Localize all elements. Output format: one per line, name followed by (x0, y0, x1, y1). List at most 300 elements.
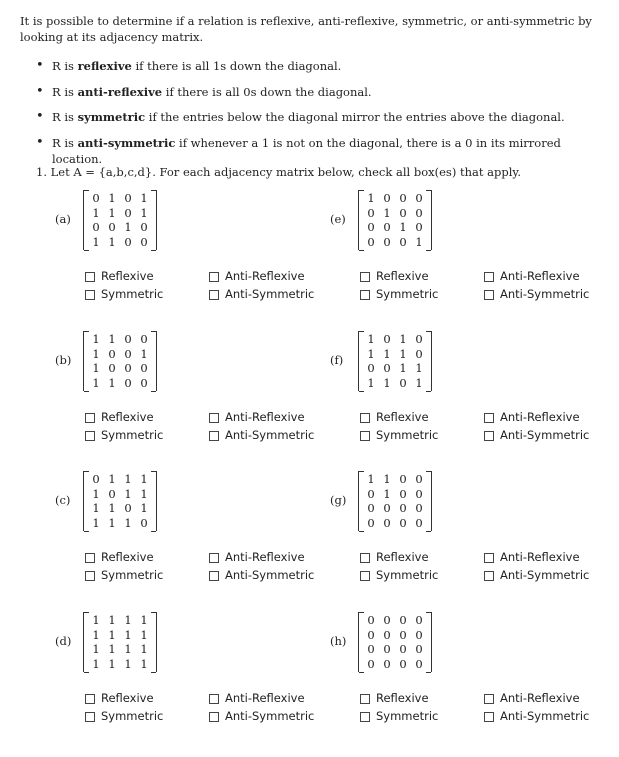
matrix-cell: 0 (415, 656, 423, 671)
matrix-cell: 1 (108, 472, 116, 486)
matrix-cell: 0 (367, 234, 375, 249)
checkbox[interactable] (360, 571, 370, 581)
matrix-cell: 0 (399, 656, 407, 671)
matrix-bracket (359, 531, 364, 532)
matrix-cell: 1 (383, 375, 391, 390)
matrix-cell: 0 (367, 501, 375, 515)
matrix-cell: 1 (140, 627, 148, 642)
matrix-cell: 1 (415, 234, 423, 249)
adjacency-matrix (83, 612, 157, 672)
matrix-cell: 1 (383, 486, 391, 501)
matrix-cell: 0 (415, 515, 423, 530)
checkbox-label: Anti-Symmetric (225, 709, 315, 723)
checkbox-label: Anti-Reflexive (500, 410, 580, 424)
matrix-cell: 0 (140, 375, 148, 390)
matrix-cell: 0 (124, 361, 132, 375)
matrix-cell: 1 (124, 515, 132, 530)
matrix-cell: 1 (140, 642, 148, 656)
checkbox-label: Anti-Reflexive (500, 691, 580, 705)
problem-label: (g) (330, 493, 347, 507)
matrix-bracket (426, 250, 431, 251)
checkbox-label: Reflexive (101, 691, 154, 705)
problem-label: (c) (55, 493, 71, 507)
matrix-cell: 1 (108, 332, 116, 346)
checkbox-label: Reflexive (101, 410, 154, 424)
problem-label: (a) (55, 212, 71, 226)
matrix-cell: 0 (415, 501, 423, 515)
anti-symmetric-checkbox-option[interactable] (209, 427, 314, 444)
matrix-bracket (84, 391, 89, 392)
adjacency-matrix (83, 471, 157, 531)
symmetric-checkbox-option[interactable] (85, 286, 163, 303)
anti-reflexive-checkbox-option[interactable] (484, 690, 580, 707)
checkbox[interactable] (209, 553, 219, 563)
matrix-cell: 0 (367, 515, 375, 530)
adjacency-matrix (83, 190, 157, 250)
matrix-cell: 1 (399, 332, 407, 346)
matrix-row (364, 642, 426, 657)
matrix-cell: 0 (124, 332, 132, 346)
matrix-cell: 0 (399, 486, 407, 501)
matrix-cell: 1 (140, 486, 148, 501)
checkbox[interactable] (484, 712, 494, 722)
matrix-cell: 1 (367, 472, 375, 486)
matrix-cell: 1 (92, 642, 100, 656)
checkbox-label: Symmetric (376, 287, 439, 301)
matrix-cell: 1 (367, 332, 375, 346)
checkbox-label: Anti-Symmetric (225, 568, 315, 582)
reflexive-checkbox-option[interactable] (360, 549, 429, 566)
checkbox-label: Reflexive (376, 550, 429, 564)
reflexive-checkbox-option[interactable] (85, 268, 154, 285)
matrix-row (89, 487, 151, 502)
matrix-cell: 1 (140, 501, 148, 515)
matrix-bracket (359, 250, 364, 251)
matrix-cell: 1 (108, 191, 116, 205)
matrix-row (364, 657, 426, 672)
matrix-cell: 0 (383, 515, 391, 530)
adjacency-matrix (358, 331, 432, 391)
matrix-cell: 0 (415, 486, 423, 501)
matrix-cell: 0 (140, 234, 148, 249)
matrix-cell: 0 (367, 613, 375, 627)
checkbox-label: Reflexive (376, 410, 429, 424)
matrix-bracket (151, 391, 156, 392)
matrix-cell: 1 (92, 501, 100, 515)
matrix-cell: 1 (383, 346, 391, 361)
matrix-cell: 1 (108, 627, 116, 642)
adjacency-matrix (358, 612, 432, 672)
matrix-row (89, 628, 151, 643)
matrix-cell: 1 (140, 472, 148, 486)
matrix-cell: 1 (92, 486, 100, 501)
checkbox-label: Anti-Reflexive (225, 269, 305, 283)
reflexive-checkbox-option[interactable] (85, 690, 154, 707)
matrix-cell: 1 (92, 332, 100, 346)
matrix-cell: 0 (383, 361, 391, 375)
problem-label: (h) (330, 634, 347, 648)
checkbox[interactable] (209, 290, 219, 300)
matrix-cell: 0 (415, 332, 423, 346)
checkbox[interactable] (209, 571, 219, 581)
checkbox[interactable] (484, 413, 494, 423)
matrix-cell: 1 (108, 234, 116, 249)
problem-label: (f) (330, 353, 344, 367)
checkbox-label: Anti-Reflexive (225, 691, 305, 705)
checkbox-label: Reflexive (376, 691, 429, 705)
matrix-cell: 1 (399, 220, 407, 234)
checkbox[interactable] (209, 694, 219, 704)
checkbox[interactable] (484, 431, 494, 441)
matrix-cell: 1 (108, 375, 116, 390)
matrix-row (89, 472, 151, 487)
matrix-row (364, 487, 426, 502)
checkbox[interactable] (360, 290, 370, 300)
reflexive-checkbox-option[interactable] (85, 409, 154, 426)
matrix-cell: 0 (383, 627, 391, 642)
matrix-row (364, 376, 426, 391)
symmetric-checkbox-option[interactable] (360, 567, 438, 584)
matrix-row (364, 472, 426, 487)
matrix-cell: 0 (415, 191, 423, 205)
matrix-cell: 1 (92, 205, 100, 220)
checkbox[interactable] (85, 431, 95, 441)
matrix-cell: 0 (140, 515, 148, 530)
matrix-cell: 0 (383, 332, 391, 346)
matrix-cell: 0 (399, 472, 407, 486)
anti-symmetric-checkbox-option[interactable] (209, 708, 314, 725)
anti-symmetric-checkbox-option[interactable] (484, 286, 589, 303)
checkbox-label: Symmetric (101, 568, 164, 582)
matrix-cell: 1 (415, 375, 423, 390)
checkbox[interactable] (85, 571, 95, 581)
matrix-row (364, 516, 426, 531)
anti-reflexive-checkbox-option[interactable] (484, 268, 580, 285)
checkbox[interactable] (484, 553, 494, 563)
checkbox[interactable] (360, 712, 370, 722)
definition-item: • R is anti-reflexive if there is all 0s down the diagonal. (36, 84, 606, 110)
adjacency-matrix (358, 471, 432, 531)
matrix-row (89, 642, 151, 657)
matrix-cell: 1 (367, 375, 375, 390)
matrix-row (89, 191, 151, 206)
matrix-bracket (426, 190, 431, 191)
checkbox-label: Anti-Symmetric (225, 428, 315, 442)
matrix-cell: 1 (140, 346, 148, 361)
anti-symmetric-checkbox-option[interactable] (484, 708, 589, 725)
anti-reflexive-checkbox-option[interactable] (209, 268, 305, 285)
matrix-cell: 0 (399, 627, 407, 642)
matrix-row (364, 501, 426, 516)
matrix-cell: 1 (92, 656, 100, 671)
matrix-cell: 1 (92, 361, 100, 375)
matrix-bracket (359, 391, 364, 392)
checkbox-label: Symmetric (101, 287, 164, 301)
matrix-cell: 0 (108, 346, 116, 361)
matrix-cell: 1 (108, 501, 116, 515)
checkbox-label: Anti-Reflexive (500, 550, 580, 564)
matrix-cell: 1 (367, 346, 375, 361)
checkbox-label: Reflexive (101, 550, 154, 564)
matrix-cell: 0 (367, 220, 375, 234)
checkbox-label: Symmetric (101, 428, 164, 442)
matrix-cell: 0 (399, 501, 407, 515)
matrix-cell: 1 (124, 613, 132, 627)
anti-symmetric-checkbox-option[interactable] (209, 567, 314, 584)
matrix-cell: 0 (124, 234, 132, 249)
checkbox[interactable] (484, 694, 494, 704)
matrix-cell: 1 (140, 613, 148, 627)
checkbox-label: Anti-Symmetric (500, 568, 590, 582)
checkbox[interactable] (209, 413, 219, 423)
matrix-cell: 0 (92, 220, 100, 234)
matrix-cell: 1 (92, 515, 100, 530)
definition-item: • R is symmetric if the entries below the diagonal mirror the entries above the diagonal. (36, 109, 606, 135)
matrix-row (89, 235, 151, 250)
matrix-cell: 1 (140, 205, 148, 220)
checkbox[interactable] (85, 553, 95, 563)
matrix-cell: 1 (108, 515, 116, 530)
symmetric-checkbox-option[interactable] (360, 286, 438, 303)
matrix-cell: 0 (124, 501, 132, 515)
checkbox[interactable] (484, 571, 494, 581)
matrix-cell: 1 (124, 627, 132, 642)
matrix-cell: 0 (415, 642, 423, 656)
matrix-cell: 0 (124, 375, 132, 390)
matrix-row (364, 361, 426, 376)
matrix-row (364, 332, 426, 347)
matrix-cell: 0 (367, 656, 375, 671)
checkbox[interactable] (360, 413, 370, 423)
matrix-cell: 0 (383, 191, 391, 205)
matrix-row (364, 220, 426, 235)
matrix-bracket (426, 391, 431, 392)
matrix-cell: 0 (383, 220, 391, 234)
matrix-cell: 0 (399, 613, 407, 627)
checkbox-label: Symmetric (376, 428, 439, 442)
matrix-cell: 1 (108, 613, 116, 627)
checkbox[interactable] (85, 272, 95, 282)
matrix-cell: 1 (140, 656, 148, 671)
matrix-cell: 0 (383, 613, 391, 627)
checkbox[interactable] (209, 712, 219, 722)
matrix-cell: 0 (383, 501, 391, 515)
matrix-cell: 0 (399, 205, 407, 220)
matrix-row (89, 361, 151, 376)
matrix-row (89, 332, 151, 347)
matrix-bracket (84, 672, 89, 673)
matrix-cell: 0 (399, 642, 407, 656)
checkbox[interactable] (85, 290, 95, 300)
matrix-cell: 1 (92, 613, 100, 627)
matrix-cell: 0 (415, 627, 423, 642)
matrix-cell: 1 (367, 191, 375, 205)
adjacency-matrix (83, 331, 157, 391)
symmetric-checkbox-option[interactable] (85, 567, 163, 584)
symmetric-checkbox-option[interactable] (360, 427, 438, 444)
matrix-cell: 1 (108, 642, 116, 656)
anti-symmetric-checkbox-option[interactable] (484, 427, 589, 444)
matrix-cell: 0 (415, 220, 423, 234)
matrix-cell: 0 (140, 361, 148, 375)
matrix-cell: 0 (399, 375, 407, 390)
matrix-row (364, 191, 426, 206)
reflexive-checkbox-option[interactable] (85, 549, 154, 566)
matrix-cell: 0 (140, 220, 148, 234)
matrix-bracket (426, 471, 431, 472)
matrix-cell: 1 (92, 627, 100, 642)
checkbox-label: Anti-Symmetric (500, 709, 590, 723)
checkbox-label: Reflexive (101, 269, 154, 283)
symmetric-checkbox-option[interactable] (85, 427, 163, 444)
matrix-cell: 0 (140, 332, 148, 346)
matrix-cell: 1 (399, 346, 407, 361)
matrix-bracket (151, 531, 156, 532)
matrix-row (364, 235, 426, 250)
reflexive-checkbox-option[interactable] (360, 409, 429, 426)
checkbox[interactable] (85, 712, 95, 722)
matrix-cell: 1 (383, 472, 391, 486)
symmetric-checkbox-option[interactable] (85, 708, 163, 725)
matrix-cell: 1 (124, 472, 132, 486)
checkbox[interactable] (209, 272, 219, 282)
matrix-cell: 0 (92, 472, 100, 486)
matrix-cell: 1 (399, 361, 407, 375)
problem-label: (b) (55, 353, 72, 367)
checkbox[interactable] (360, 272, 370, 282)
matrix-bracket (151, 331, 156, 332)
matrix-cell: 0 (367, 361, 375, 375)
matrix-cell: 0 (383, 234, 391, 249)
matrix-cell: 1 (140, 191, 148, 205)
matrix-cell: 0 (367, 627, 375, 642)
matrix-row (364, 347, 426, 362)
matrix-bracket (426, 612, 431, 613)
checkbox[interactable] (85, 413, 95, 423)
matrix-bracket (151, 612, 156, 613)
matrix-cell: 1 (108, 656, 116, 671)
checkbox[interactable] (360, 694, 370, 704)
matrix-cell: 0 (108, 361, 116, 375)
anti-reflexive-checkbox-option[interactable] (209, 690, 305, 707)
matrix-bracket (426, 672, 431, 673)
matrix-cell: 0 (124, 191, 132, 205)
matrix-row (364, 613, 426, 628)
matrix-row (89, 347, 151, 362)
matrix-cell: 0 (124, 205, 132, 220)
matrix-cell: 1 (92, 234, 100, 249)
reflexive-checkbox-option[interactable] (360, 690, 429, 707)
matrix-bracket (359, 672, 364, 673)
matrix-cell: 0 (108, 220, 116, 234)
checkbox[interactable] (484, 290, 494, 300)
checkbox-label: Symmetric (376, 568, 439, 582)
matrix-row (364, 628, 426, 643)
matrix-cell: 0 (415, 205, 423, 220)
matrix-bracket (84, 250, 89, 251)
matrix-cell: 0 (415, 472, 423, 486)
matrix-row (89, 220, 151, 235)
reflexive-checkbox-option[interactable] (360, 268, 429, 285)
matrix-cell: 0 (124, 346, 132, 361)
matrix-row (364, 206, 426, 221)
anti-reflexive-checkbox-option[interactable] (484, 549, 580, 566)
matrix-bracket (426, 531, 431, 532)
checkbox[interactable] (209, 431, 219, 441)
matrix-bracket (151, 672, 156, 673)
matrix-cell: 1 (124, 642, 132, 656)
matrix-cell: 0 (399, 234, 407, 249)
matrix-cell: 1 (92, 375, 100, 390)
checkbox-label: Anti-Reflexive (225, 410, 305, 424)
checkbox-label: Anti-Reflexive (225, 550, 305, 564)
definition-item: • R is anti-symmetric if whenever a 1 is not on the diagonal, there is a 0 in its mirrored location. (36, 135, 606, 161)
matrix-cell: 1 (124, 486, 132, 501)
matrix-cell: 0 (415, 613, 423, 627)
matrix-cell: 1 (124, 656, 132, 671)
matrix-cell: 0 (108, 486, 116, 501)
checkbox-label: Reflexive (376, 269, 429, 283)
matrix-bracket (84, 531, 89, 532)
checkbox[interactable] (484, 272, 494, 282)
anti-symmetric-checkbox-option[interactable] (484, 567, 589, 584)
checkbox-label: Anti-Symmetric (500, 428, 590, 442)
checkbox-label: Symmetric (376, 709, 439, 723)
matrix-bracket (151, 190, 156, 191)
anti-reflexive-checkbox-option[interactable] (209, 549, 305, 566)
symmetric-checkbox-option[interactable] (360, 708, 438, 725)
matrix-bracket (426, 331, 431, 332)
checkbox[interactable] (360, 553, 370, 563)
checkbox[interactable] (85, 694, 95, 704)
matrix-cell: 0 (367, 486, 375, 501)
matrix-cell: 1 (108, 205, 116, 220)
checkbox-label: Symmetric (101, 709, 164, 723)
question-text: 1. Let A = {a,b,c,d}. For each adjacency matrix below, check all box(es) that apply. (36, 165, 521, 179)
intro-paragraph: It is possible to determine if a relation is reflexive, anti-reflexive, symmetric, or anti-symmetric by looking at its adjacency matrix. (20, 14, 592, 44)
definition-list (36, 58, 606, 166)
problem-label: (e) (330, 212, 346, 226)
checkbox-label: Anti-Reflexive (500, 269, 580, 283)
matrix-cell: 1 (383, 205, 391, 220)
matrix-row (89, 516, 151, 531)
matrix-cell: 0 (92, 191, 100, 205)
definition-item: • R is reflexive if there is all 1s down the diagonal. (36, 58, 606, 84)
anti-symmetric-checkbox-option[interactable] (209, 286, 314, 303)
matrix-cell: 0 (367, 205, 375, 220)
adjacency-matrix (358, 190, 432, 250)
matrix-cell: 1 (92, 346, 100, 361)
checkbox-label: Anti-Symmetric (225, 287, 315, 301)
matrix-cell: 0 (399, 515, 407, 530)
matrix-row (89, 657, 151, 672)
matrix-bracket (151, 250, 156, 251)
anti-reflexive-checkbox-option[interactable] (209, 409, 305, 426)
matrix-cell: 0 (383, 656, 391, 671)
matrix-cell: 0 (399, 191, 407, 205)
anti-reflexive-checkbox-option[interactable] (484, 409, 580, 426)
matrix-cell: 1 (124, 220, 132, 234)
matrix-cell: 0 (367, 642, 375, 656)
matrix-row (89, 206, 151, 221)
checkbox-label: Anti-Symmetric (500, 287, 590, 301)
matrix-cell: 0 (383, 642, 391, 656)
matrix-row (89, 613, 151, 628)
matrix-row (89, 501, 151, 516)
matrix-cell: 0 (415, 346, 423, 361)
matrix-bracket (151, 471, 156, 472)
checkbox[interactable] (360, 431, 370, 441)
